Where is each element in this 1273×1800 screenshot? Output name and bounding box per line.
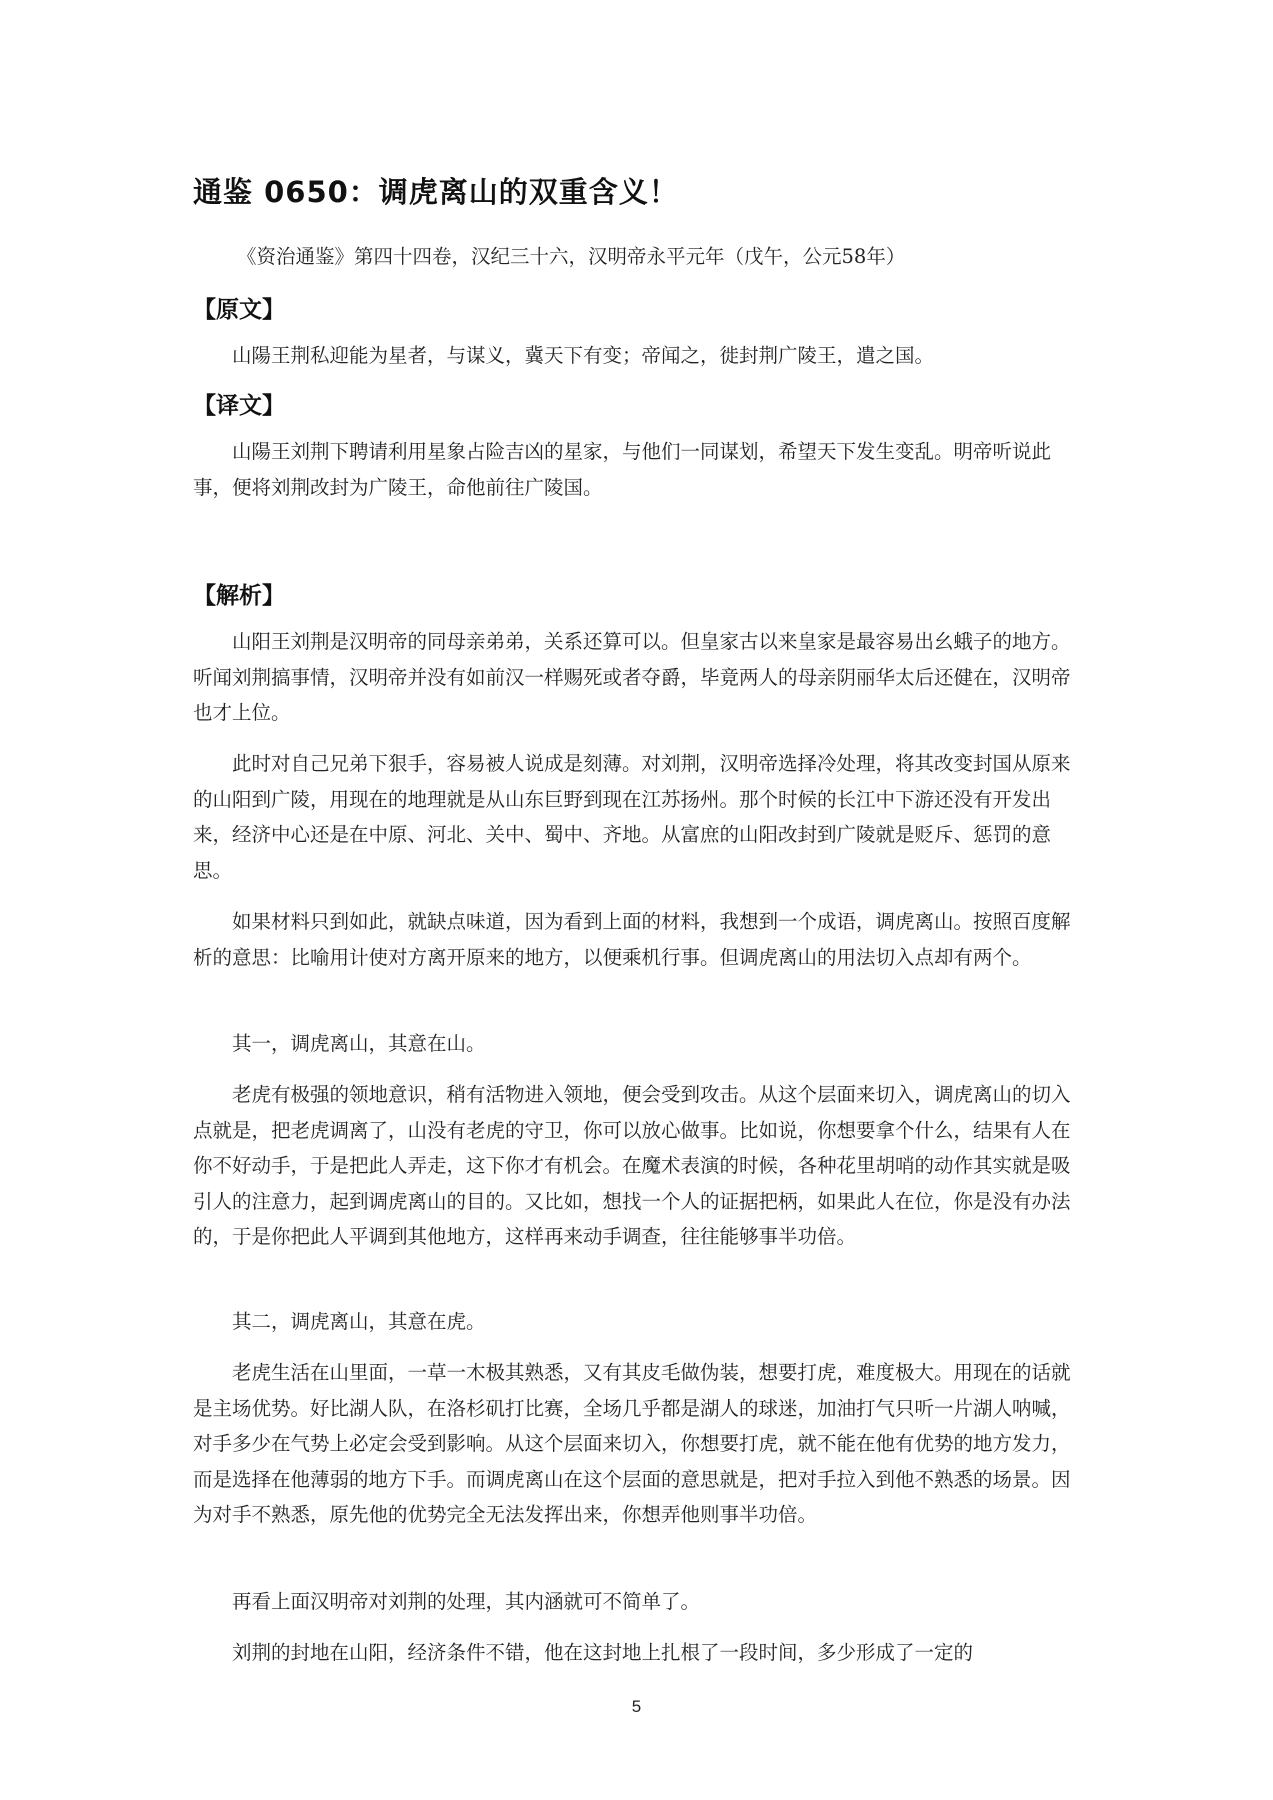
page-number: 5: [631, 1697, 642, 1716]
analysis-heading: 【解析】: [193, 583, 285, 609]
analysis-paragraph: 其一，调虎离山，其意在山。: [232, 1032, 486, 1055]
source-citation: 《资治通鉴》第四十四卷，汉纪三十六，汉明帝永平元年（戊午，公元58年）: [237, 245, 906, 268]
analysis-paragraph: 刘荆的封地在山阳，经济条件不错，他在这封地上扎根了一段时间，多少形成了一定的: [232, 1641, 974, 1664]
analysis-paragraph: 如果材料只到如此，就缺点味道，因为看到上面的材料，我想到一个成语，调虎离山。按照百度解析的意思：比喻用计使对方离开原来的地方，以便乘机行事。但调虎离山的用法切入点却有两个。: [193, 910, 1071, 969]
analysis-paragraph: 山阳王刘荆是汉明帝的同母亲弟弟，关系还算可以。但皇家古以来皇家是最容易出幺蛾子的地方。听闻刘荆搞事情，汉明帝并没有如前汉一样赐死或者夺爵，毕竟两人的母亲阴丽华太后还健在，汉明帝也才上位。: [193, 630, 1071, 724]
analysis-paragraph: 再看上面汉明帝对刘荆的处理，其内涵就可不简单了。: [232, 1590, 701, 1613]
original-text: 山陽王荆私迎能为星者，与谋义，冀天下有变；帝闻之，徙封荆广陵王，遣之国。: [232, 344, 935, 367]
analysis-paragraph: 其二，调虎离山，其意在虎。: [232, 1310, 486, 1333]
analysis-paragraph: 此时对自己兄弟下狠手，容易被人说成是刻薄。对刘荆，汉明帝选择冷处理，将其改变封国从原来的山阳到广陵，用现在的地理就是从山东巨野到现在江苏扬州。那个时候的长江中下游还没有开发出来，经济中心还是在中原、河北、关中、蜀中、齐地。从富庶的山阳改封到广陵就是贬斥、惩罚的意思。: [193, 752, 1071, 882]
translation-text: 山陽王刘荆下聘请利用星象占险吉凶的星家，与他们一同谋划，希望天下发生变乱。明帝听说此事，便将刘荆改封为广陵王，命他前往广陵国。: [193, 440, 1052, 499]
page-title: 通鉴 0650：调虎离山的双重含义！: [193, 175, 679, 209]
original-heading: 【原文】: [193, 297, 285, 323]
analysis-paragraph: 老虎生活在山里面，一草一木极其熟悉，又有其皮毛做伪装，想要打虎，难度极大。用现在的话就是主场优势。好比湖人队，在洛杉矶打比赛，全场几乎都是湖人的球迷，加油打气只听一片湖人呐喊，对手多少在气势上必定会受到影响。从这个层面来切入，你想要打虎，就不能在他有优势的地方发力，而是选择在他薄弱的地方下手。而调虎离山在这个层面的意思就是，把对手拉入到他不熟悉的场景。因为对手不熟悉，原先他的优势完全无法发挥出来，你想弄他则事半功倍。: [193, 1361, 1071, 1526]
translation-heading: 【译文】: [193, 393, 285, 419]
analysis-paragraph: 老虎有极强的领地意识，稍有活物进入领地，便会受到攻击。从这个层面来切入，调虎离山的切入点就是，把老虎调离了，山没有老虎的守卫，你可以放心做事。比如说，你想要拿个什么，结果有人在你不好动手，于是把此人弄走，这下你才有机会。在魔术表演的时候，各种花里胡哨的动作其实就是吸引人的注意力，起到调虎离山的目的。又比如，想找一个人的证据把柄，如果此人在位，你是没有办法的，于是你把此人平调到其他地方，这样再来动手调查，往往能够事半功倍。: [193, 1083, 1071, 1248]
